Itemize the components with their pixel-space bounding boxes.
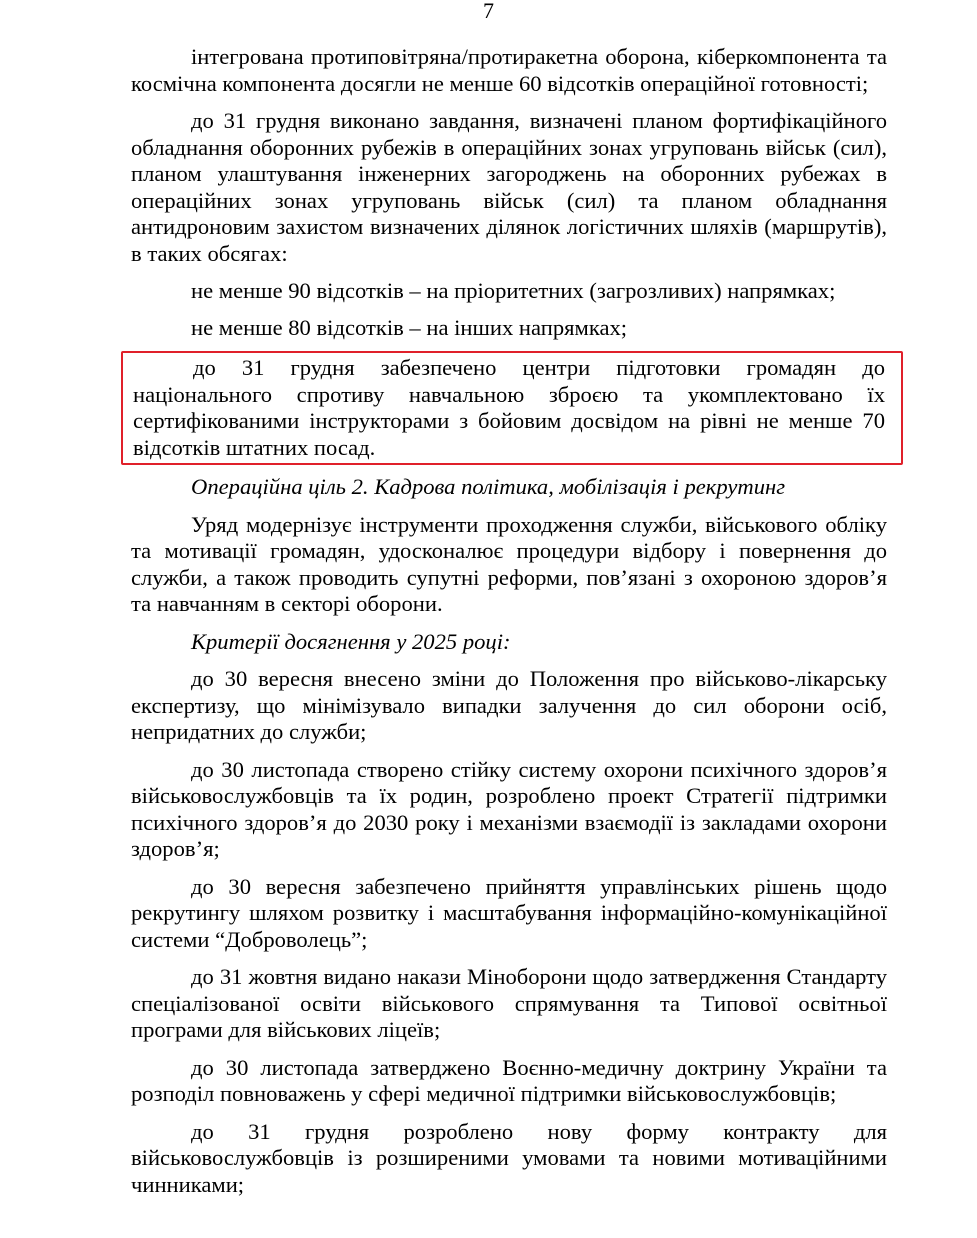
- section-heading-operational-goal-2: Операційна ціль 2. Кадрова політика, мобілізація і рекрутинг: [191, 474, 786, 499]
- paragraph-new-contract-form: до 31 грудня розроблено нову форму контракту для військовослужбовців із розширеними умовами та новими мотиваційними чинниками;: [131, 1118, 887, 1197]
- paragraph-military-education-standard: до 31 жовтня видано накази Міноборони щодо затвердження Стандарту спеціалізованої освіти військового спрямування та Типової освітньої програми для військових ліцеїв;: [131, 964, 887, 1042]
- paragraph-fortification-tasks: до 31 грудня виконано завдання, визначені планом фортифікаційного обладнання оборонних рубежів в операційних зонах угруповань військ (сил), планом улаштування інженерних загороджень на оборонних рубежах в операційних зонах угруповань військ (сил) та планом обладнання антидроновим захистом визначених ділянок логістичних шляхів (маршрутів), в таких обсягах:: [131, 108, 887, 266]
- paragraph-military-medical-doctrine: до 30 листопада затверджено Воєнно-медичну доктрину України та розподіл повноважень у сфері медичної підтримки військовослужбовців;: [131, 1054, 887, 1106]
- paragraph-medical-expertise: до 30 вересня внесено зміни до Положення про військово-лікарську експертизу, що мінімізувало випадки залучення до сил оборони осіб, непридатних до служби;: [131, 666, 887, 744]
- paragraph-other-directions: не менше 80 відсотків – на інших напрямках;: [191, 314, 628, 340]
- paragraph-mental-health-system: до 30 листопада створено стійку систему охорони психічного здоров’я військовослужбовців та їх родин, розроблено проект Стратегії підтримки психічного здоров’я до 2030 року і механізми взаємодії із закладами охорони здоров’я;: [131, 756, 887, 861]
- page-number: 7: [483, 0, 494, 23]
- paragraph-national-resistance-training: до 31 грудня забезпечено центри підготовки громадян до національного спротиву навчальною зброєю та укомплектовано їх сертифікованими інструкторами з бойовим досвідом на рівні не менше 70 відсотків штатних посад.: [133, 355, 885, 460]
- paragraph-recruiting-volunteer-system: до 30 вересня забезпечено прийняття управлінських рішень щодо рекрутингу шляхом розвитку і масштабування інформаційно-комунікаційної системи “Доброволець”;: [131, 873, 887, 952]
- paragraph-priority-directions: не менше 90 відсотків – на пріоритетних (загрозливих) напрямках;: [191, 278, 836, 303]
- paragraph-government-modernizes: Уряд модернізує інструменти проходження служби, військового обліку та мотивації громадян, удосконалює процедури відбору і повернення до служби, а також проводить супутні реформи, пов’язані з охороною здоров’я та навчанням в секторі оборони.: [131, 511, 887, 616]
- paragraph-air-defense-readiness: інтегрована протиповітряна/протиракетна оборона, кіберкомпонента та космічна компонента досягли не менше 60 відсотків операційної готовності;: [131, 44, 887, 96]
- document-body: [131, 44, 887, 1209]
- subheading-criteria-2025: Критерії досягнення у 2025 році:: [191, 628, 511, 654]
- highlighted-passage-box: [121, 351, 903, 465]
